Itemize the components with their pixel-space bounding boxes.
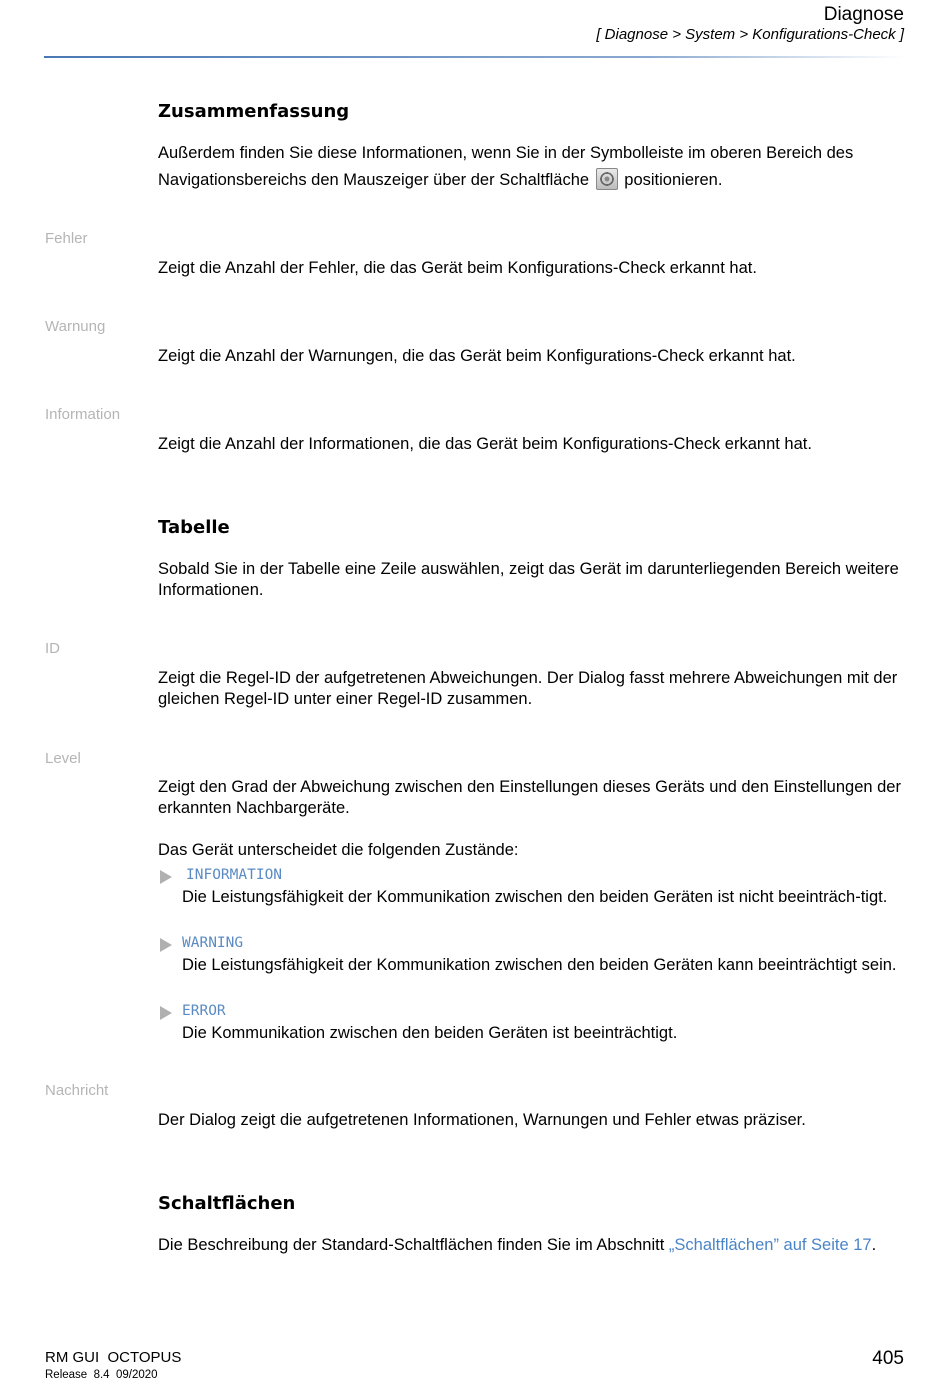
summary-paragraph xyxy=(158,140,908,194)
buttons-paragraph xyxy=(158,1235,908,1256)
state-description: Die Leistungsfähigkeit der Kommunikation zwischen den beiden Geräten ist nicht beeinträch-tigt. xyxy=(182,888,888,906)
text-information: Zeigt die Anzahl der Informationen, die das Gerät beim Konfigurations-Check erkannt hat. xyxy=(158,435,812,453)
config-check-icon xyxy=(596,168,618,190)
table-intro: Sobald Sie in der Tabelle eine Zeile auswählen, zeigt das Gerät im darunterliegenden Bereich weitere Informationen. xyxy=(158,560,899,599)
state-description: Die Kommunikation zwischen den beiden Geräten ist beeinträchtigt. xyxy=(182,1024,678,1042)
section-heading-summary: Zusammenfassung xyxy=(158,101,350,122)
buttons-text: Die Beschreibung der Standard-Schaltflächen finden Sie im Abschnitt xyxy=(158,1236,669,1254)
section-heading-table: Tabelle xyxy=(158,517,230,538)
state-code: INFORMATION xyxy=(186,867,283,883)
section-heading-buttons: Schaltflächen xyxy=(158,1193,296,1214)
header-divider xyxy=(44,56,906,58)
page-header-title: Diagnose xyxy=(823,4,904,25)
label-id: ID xyxy=(45,640,60,657)
state-code: WARNING xyxy=(182,935,244,951)
level-states-intro: Das Gerät unterscheidet die folgenden Zustände: xyxy=(158,841,519,859)
buttons-section-link[interactable]: „Schaltflächen” auf Seite 17 xyxy=(668,1236,872,1254)
breadcrumb: [ Diagnose > System > Konfigurations-Check ] xyxy=(596,26,904,43)
buttons-text-end: . xyxy=(871,1236,877,1254)
label-level: Level xyxy=(45,750,81,767)
label-nachricht: Nachricht xyxy=(45,1082,109,1099)
label-fehler: Fehler xyxy=(45,230,88,247)
text-fehler: Zeigt die Anzahl der Fehler, die das Gerät beim Konfigurations-Check erkannt hat. xyxy=(158,259,757,277)
label-information: Information xyxy=(45,406,121,423)
bullet-triangle-icon xyxy=(160,938,172,952)
state-code: ERROR xyxy=(182,1003,226,1019)
text-id: Zeigt die Regel-ID der aufgetretenen Abweichungen. Der Dialog fasst mehrere Abweichungen mit der gleichen Regel-ID unter einer Regel-ID zusammen. xyxy=(158,669,898,708)
page-number: 405 xyxy=(872,1348,904,1369)
footer-release: Release 8.4 09/2020 xyxy=(45,1369,158,1381)
summary-text-end: positionieren. xyxy=(624,171,723,189)
text-warnung: Zeigt die Anzahl der Warnungen, die das Gerät beim Konfigurations-Check erkannt hat. xyxy=(158,347,796,365)
text-level: Zeigt den Grad der Abweichung zwischen den Einstellungen dieses Geräts und den Einstellungen der erkannten Nachbargeräte. xyxy=(158,778,901,817)
label-warnung: Warnung xyxy=(45,318,106,335)
text-nachricht: Der Dialog zeigt die aufgetretenen Informationen, Warnungen und Fehler etwas präziser. xyxy=(158,1111,806,1129)
state-description: Die Leistungsfähigkeit der Kommunikation zwischen den beiden Geräten kann beeinträchtigt sein. xyxy=(182,956,897,974)
footer-product: RM GUI OCTOPUS xyxy=(45,1349,182,1366)
bullet-triangle-icon xyxy=(160,1006,172,1020)
summary-text-start: Außerdem finden Sie diese Informationen, wenn Sie in der Symbolleiste im oberen Bereich des Navigationsbereichs den Mauszeiger über der Schaltfläche xyxy=(158,144,854,189)
bullet-triangle-icon xyxy=(160,870,172,884)
